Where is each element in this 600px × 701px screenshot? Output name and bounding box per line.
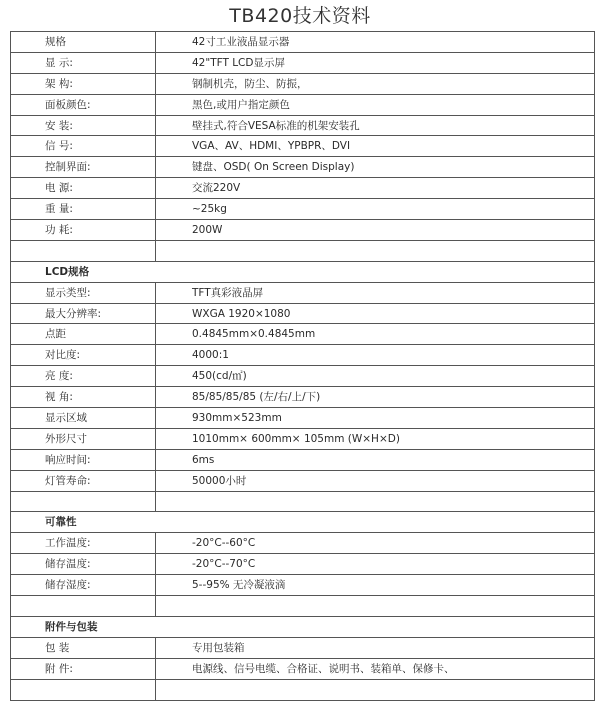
- spec-value: WXGA 1920×1080: [192, 307, 291, 320]
- spec-key: 亮 度:: [11, 366, 156, 386]
- spec-key: 外形尺寸: [11, 429, 156, 449]
- spec-row: [11, 324, 594, 345]
- spec-value: 50000小时: [192, 474, 247, 487]
- spec-value: 42寸工业液晶显示器: [192, 36, 290, 48]
- spec-row: [11, 638, 594, 659]
- spec-row: [11, 575, 594, 596]
- spec-key: 功 耗:: [11, 220, 156, 240]
- spec-row: [11, 387, 594, 408]
- section-heading: [11, 512, 594, 533]
- spec-key: 点距: [11, 324, 156, 344]
- spec-value: 壁挂式,符合VESA标准的机架安装孔: [192, 119, 360, 132]
- spec-row: [11, 199, 594, 220]
- spec-value: [156, 241, 594, 261]
- spec-row: [11, 554, 594, 575]
- spec-key: [11, 680, 156, 700]
- spec-key: 灯管寿命:: [11, 471, 156, 491]
- spec-row: [11, 53, 594, 74]
- spec-key: 规格: [11, 32, 156, 52]
- spec-value: [156, 596, 594, 616]
- spec-row: [11, 429, 594, 450]
- spec-key: [11, 492, 156, 512]
- spec-key: 附 件:: [11, 659, 156, 679]
- spec-key: 控制界面:: [11, 157, 156, 177]
- spec-row: [11, 157, 594, 178]
- spec-row: [11, 74, 594, 95]
- spec-key: 信 号:: [11, 136, 156, 156]
- spec-row: [11, 283, 594, 304]
- section-heading: [11, 617, 594, 638]
- spec-value: 930mm×523mm: [192, 412, 282, 425]
- spec-key: 电 源:: [11, 178, 156, 198]
- spec-key: 显示区域: [11, 408, 156, 428]
- spec-value: 1010mm× 600mm× 105mm (W×H×D): [192, 432, 400, 445]
- spec-row: [11, 533, 594, 554]
- spec-row: [11, 345, 594, 366]
- spec-row: [11, 596, 594, 617]
- spec-value: VGA、AV、HDMI、YPBPR、DVI: [192, 140, 351, 153]
- spec-key: 响应时间:: [11, 450, 156, 470]
- spec-row: [11, 680, 594, 701]
- section-heading-label: LCD规格: [45, 265, 90, 278]
- spec-value: [156, 680, 594, 700]
- spec-row: [11, 95, 594, 116]
- spec-key: 储存湿度:: [11, 575, 156, 595]
- spec-row: [11, 659, 594, 680]
- spec-key: [11, 241, 156, 261]
- spec-row: [11, 241, 594, 262]
- spec-key: 架 构:: [11, 74, 156, 94]
- spec-value: 键盘、OSD( On Screen Display): [192, 161, 355, 174]
- spec-key: 显 示:: [11, 53, 156, 73]
- spec-value: 5--95% 无冷凝液滴: [192, 579, 286, 592]
- spec-value: 85/85/85/85 (左/右/上/下): [192, 391, 321, 404]
- spec-value: 交流220V: [192, 182, 241, 195]
- spec-value: 42"TFT LCD显示屏: [192, 56, 285, 69]
- section-heading-label: 附件与包装: [45, 620, 98, 633]
- spec-row: [11, 408, 594, 429]
- spec-value: TFT真彩液晶屏: [192, 286, 264, 299]
- section-heading-label: 可靠性: [45, 516, 77, 529]
- spec-key: 面板颜色:: [11, 95, 156, 115]
- spec-key: 储存温度:: [11, 554, 156, 574]
- spec-row: [11, 366, 594, 387]
- spec-key: 显示类型:: [11, 283, 156, 303]
- spec-row: [11, 471, 594, 492]
- spec-key: 对比度:: [11, 345, 156, 365]
- spec-value: 200W: [192, 224, 223, 237]
- spec-table: [10, 31, 595, 701]
- spec-row: [11, 116, 594, 137]
- spec-value: [156, 492, 594, 512]
- spec-value: 0.4845mm×0.4845mm: [192, 328, 316, 341]
- spec-key: 重 量:: [11, 199, 156, 219]
- spec-value: 电源线、信号电缆、合格证、说明书、装箱单、保修卡、: [192, 662, 455, 675]
- spec-row: [11, 304, 594, 325]
- spec-value: 6ms: [192, 453, 215, 466]
- spec-value: ~25kg: [192, 203, 227, 216]
- spec-key: 工作温度:: [11, 533, 156, 553]
- spec-row: [11, 450, 594, 471]
- spec-value: 专用包装箱: [192, 641, 245, 654]
- page-title: TB420技术资料: [229, 5, 371, 27]
- spec-row: [11, 178, 594, 199]
- spec-value: 黑色,或用户指定颜色: [192, 98, 290, 111]
- spec-row: [11, 220, 594, 241]
- spec-row: [11, 136, 594, 157]
- spec-value: -20°C--60°C: [192, 537, 256, 550]
- spec-key: 安 装:: [11, 116, 156, 136]
- spec-value: 450(cd/㎡): [192, 370, 247, 383]
- section-heading: [11, 262, 594, 283]
- spec-value: 钢制机壳，防尘、防振，: [192, 77, 308, 90]
- spec-row: [11, 32, 594, 53]
- spec-key: 包 装: [11, 638, 156, 658]
- spec-row: [11, 492, 594, 513]
- spec-value: 4000:1: [192, 349, 229, 362]
- spec-key: 最大分辨率:: [11, 304, 156, 324]
- spec-value: -20°C--70°C: [192, 558, 256, 571]
- spec-key: [11, 596, 156, 616]
- spec-key: 视 角:: [11, 387, 156, 407]
